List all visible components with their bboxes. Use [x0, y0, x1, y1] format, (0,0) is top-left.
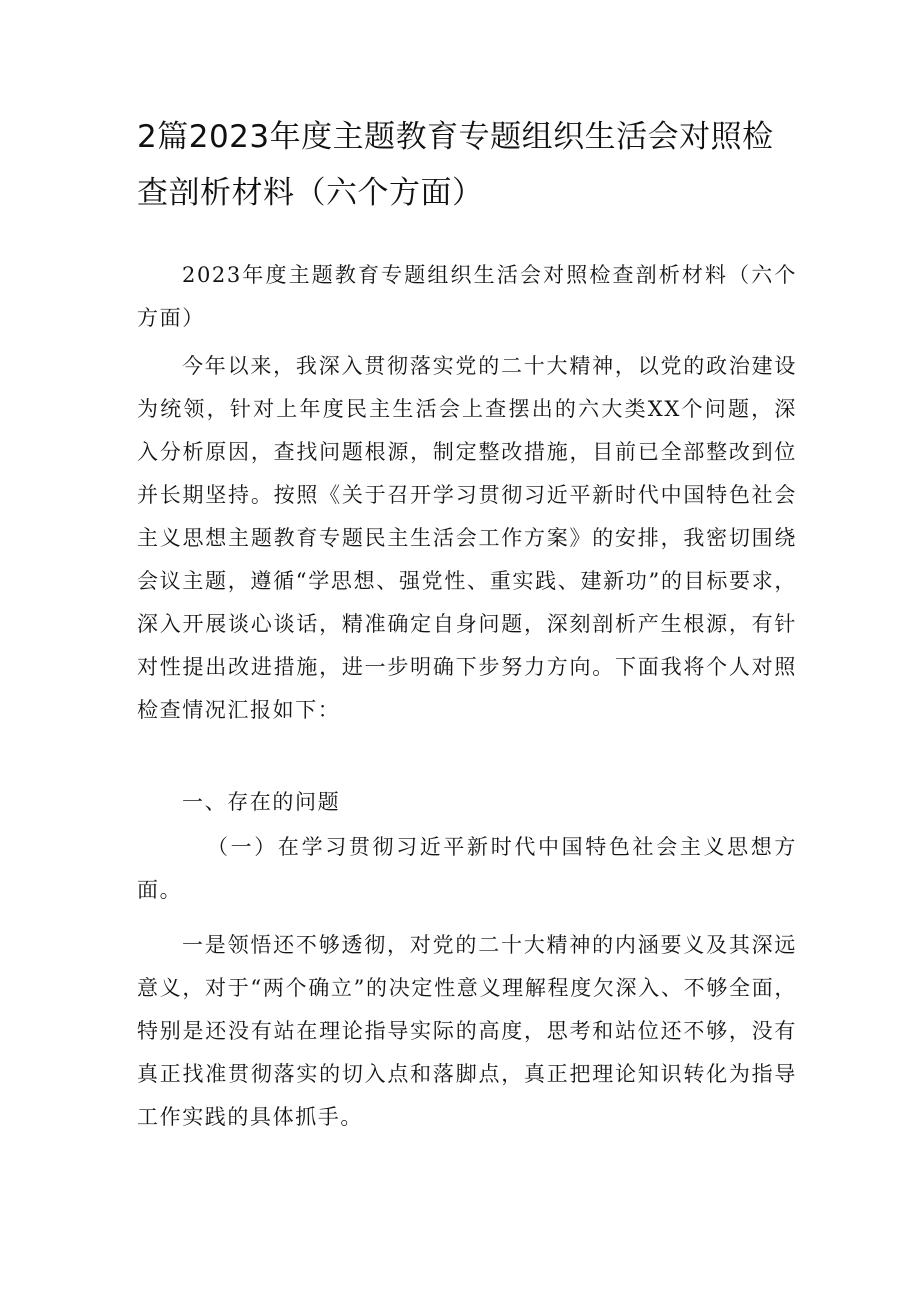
document-title: 2篇2023年度主题教育专题组织生活会对照检查剖析材料（六个方面）	[137, 119, 774, 211]
problem-paragraph-one: 一是领悟还不够透彻，对党的二十大精神的内涵要义及其深远意义，对于“两个确立”的决定性意义理解程度欠深入、不够全面，特别是还没有站在理论指导实际的高度，思考和站位还不够，没有真正找准贯彻落实的切入点和落脚点，真正把理论知识转化为指导工作实践的具体抓手。	[137, 933, 797, 1129]
subsection-heading-study: （一）在学习贯彻习近平新时代中国特色社会主义思想方面。	[137, 835, 797, 902]
section-heading-problems: 一、存在的问题	[182, 790, 341, 814]
intro-paragraph: 今年以来，我深入贯彻落实党的二十大精神，以党的政治建设为统领，针对上年度民主生活会上查摆出的六大类XX个问题，深入分析原因，查找问题根源，制定整改措施，目前已全部整改到位并长期坚持。按照《关于召开学习贯彻习近平新时代中国特色社会主义思想主题教育专题民主生活会工作方案》的安排，我密切围绕会议主题，遵循“学思想、强党性、重实践、建新功”的目标要求，深入开展谈心谈话，精准确定自身问题，深刻剖析产生根源，有针对性提出改进措施，进一步明确下步努力方向。下面我将个人对照检查情况汇报如下：	[137, 354, 797, 722]
document-subtitle: 2023年度主题教育专题组织生活会对照检查剖析材料（六个方面）	[137, 263, 797, 330]
